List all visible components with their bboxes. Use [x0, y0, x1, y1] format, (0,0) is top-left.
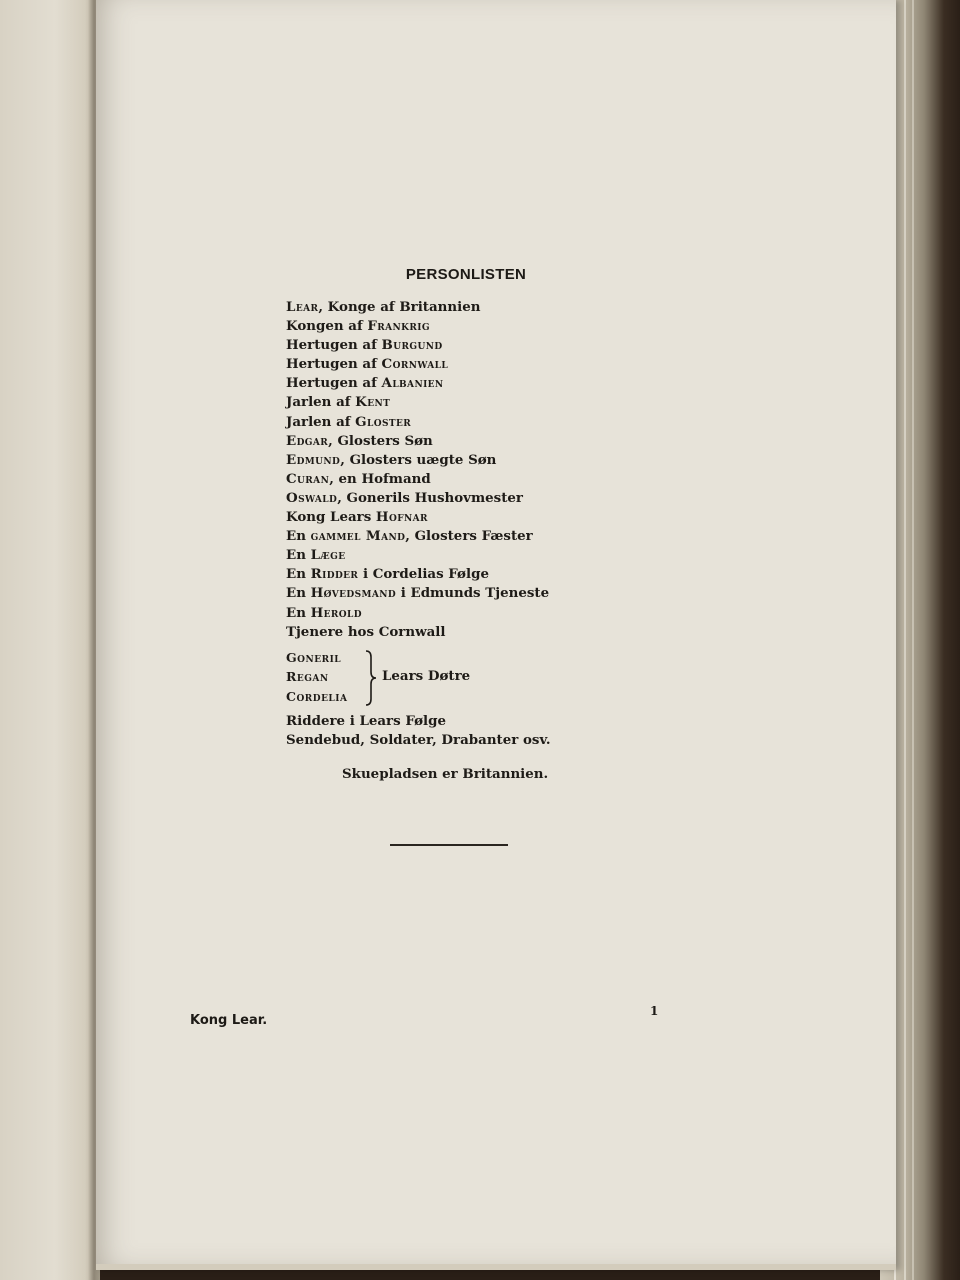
cast-entry-name: Gloster — [355, 413, 412, 430]
cast-entry-suffix: , Gonerils Hushovmester — [337, 489, 523, 506]
cast-entry-name: Kent — [355, 394, 391, 411]
cast-after — [286, 712, 706, 750]
cast-entry — [286, 374, 706, 393]
cast-entry-suffix: , en Hofmand — [329, 470, 431, 487]
cast-entry-name: Frankrig — [367, 318, 430, 335]
cast-entry — [286, 336, 706, 355]
cast-entry — [286, 317, 706, 336]
cast-entry: Riddere i Lears Følge — [286, 712, 446, 729]
cast-entry-prefix: Jarlen af — [286, 394, 356, 411]
daughters-names — [286, 648, 347, 707]
divider-rule — [390, 844, 508, 846]
cast-entry-name: Curan — [286, 470, 330, 487]
brace-icon — [364, 650, 378, 706]
left-page — [0, 0, 100, 1280]
daughters-group — [286, 648, 706, 708]
cast-entry-name: Oswald — [286, 489, 338, 506]
cast-entry — [286, 565, 706, 584]
signature-mark: 1 — [650, 1004, 659, 1018]
cast-entry — [286, 508, 706, 527]
cast-entry-suffix: , Glosters uægte Søn — [340, 451, 497, 468]
daughter-name: Cordelia — [286, 688, 348, 704]
cast-rows — [286, 298, 706, 642]
cast-entry-name: Læge — [310, 547, 346, 564]
cast-entry-prefix: En — [286, 585, 311, 602]
cast-entry-suffix: i Cordelias Følge — [358, 566, 489, 583]
cast-entry — [286, 432, 706, 451]
cast-entry-prefix: En — [286, 547, 311, 564]
cast-entry-name: Edmund — [286, 451, 341, 468]
cast-entry-name: Ridder — [310, 566, 359, 583]
cast-entry-prefix: Tjenere hos Cornwall — [286, 623, 446, 640]
daughter-name: Goneril — [286, 649, 342, 665]
page-edge-line — [912, 0, 914, 1280]
cast-entry — [286, 298, 706, 317]
cast-entry-name: Cornwall — [381, 356, 449, 373]
cast-entry-name: Herold — [310, 604, 362, 621]
cast-entry-prefix: Hertugen af — [286, 356, 382, 373]
cast-entry-suffix: , Konge af Britannien — [318, 299, 481, 315]
cast-entry — [286, 584, 706, 603]
footer-title: Kong Lear. — [190, 1013, 268, 1028]
cast-entry-suffix: , Glosters Fæster — [405, 528, 533, 545]
cast-entry — [286, 355, 706, 374]
page-edge-line — [904, 0, 906, 1280]
cast-entry-name: Hofnar — [375, 509, 428, 526]
cast-entry-name: Lear — [286, 299, 319, 315]
right-page — [96, 0, 896, 1270]
cast-entry — [286, 393, 706, 412]
page-title: PERSONLISTEN — [405, 266, 527, 283]
cast-entry: Sendebud, Soldater, Drabanter osv. — [286, 731, 551, 748]
cast-entry — [286, 623, 706, 642]
cast-entry-name: Albanien — [381, 375, 444, 392]
cast-entry-prefix: En — [286, 604, 311, 621]
cast-entry-suffix: , Glosters Søn — [328, 432, 433, 449]
cast-entry-name: Høvedsmand — [310, 585, 397, 602]
cast-entry-prefix: Kongen af — [286, 318, 368, 335]
cast-entry — [286, 413, 706, 432]
daughter-name: Regan — [286, 669, 329, 685]
cast-entry-prefix: Hertugen af — [286, 375, 382, 392]
cast-entry-suffix: i Edmunds Tjeneste — [396, 585, 550, 602]
cast-entry-prefix: Jarlen af — [286, 413, 356, 430]
cast-entry-prefix: En — [286, 528, 311, 545]
cast-entry — [286, 470, 706, 489]
cast-entry-prefix: Hertugen af — [286, 337, 382, 354]
cast-entry-name: gammel Mand — [310, 528, 406, 545]
cast-entry-prefix: En — [286, 566, 311, 583]
scene-note: Skuepladsen er Britannien. — [342, 766, 549, 782]
cast-entry — [286, 546, 706, 565]
cast-entry-name: Burgund — [381, 337, 443, 354]
cast-entry — [286, 451, 706, 470]
cast-entry — [286, 489, 706, 508]
cast-entry-prefix: Kong Lears — [286, 509, 376, 526]
cast-entry-name: Edgar — [286, 432, 329, 449]
daughters-label: Lears Døtre — [382, 667, 471, 684]
cast-list — [286, 298, 706, 750]
cast-entry — [286, 604, 706, 623]
cast-entry — [286, 527, 706, 546]
